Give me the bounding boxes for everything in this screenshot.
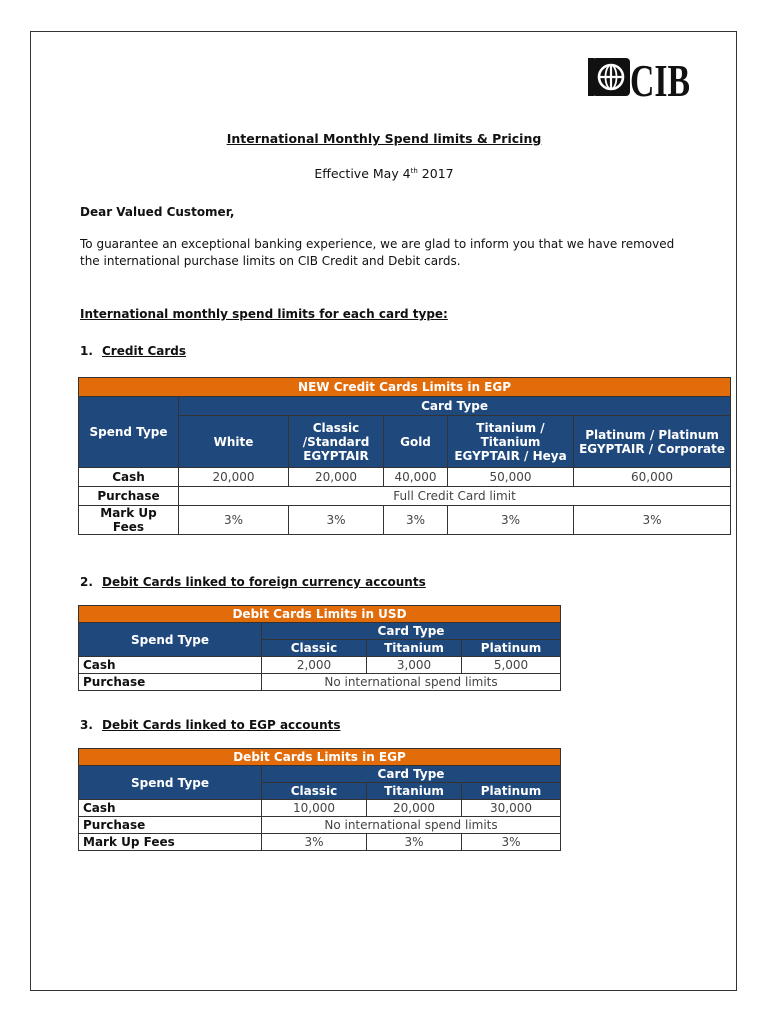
table-row <box>79 468 731 487</box>
col-header: Classic <box>262 783 367 800</box>
table-cell: Mark Up Fees <box>79 506 179 535</box>
table-cell: 3,000 <box>367 657 462 674</box>
table-cell: 10,000 <box>262 800 367 817</box>
page-title: International Monthly Spend limits & Pricing <box>226 131 542 146</box>
table-cell: No international spend limits <box>262 817 561 834</box>
cib-logo <box>587 52 691 106</box>
table-cell: Purchase <box>79 674 262 691</box>
table-cell: 3% <box>384 506 448 535</box>
table-row <box>79 506 731 535</box>
col-header: Classic /Standard EGYPTAIR <box>289 416 384 468</box>
effective-date: Effective May 4th 2017 <box>314 166 454 181</box>
table-cell: 20,000 <box>367 800 462 817</box>
table-cell: Cash <box>79 800 262 817</box>
card-type-header: Card Type <box>179 397 731 416</box>
table-cell: Cash <box>79 657 262 674</box>
table-cell: 3% <box>262 834 367 851</box>
debit-usd-table <box>78 605 561 691</box>
table-cell: 30,000 <box>462 800 561 817</box>
table-cell: 3% <box>289 506 384 535</box>
table-cell: 60,000 <box>574 468 731 487</box>
table-cell: Purchase <box>79 817 262 834</box>
table-row <box>79 800 561 817</box>
table-cell: 5,000 <box>462 657 561 674</box>
table-cell: 3% <box>367 834 462 851</box>
table-cell: Full Credit Card limit <box>179 487 731 506</box>
col-header: Titanium / Titanium EGYPTAIR / Heya <box>448 416 574 468</box>
table-cell: 2,000 <box>262 657 367 674</box>
logo-text: CIB <box>630 55 690 106</box>
table-title: Debit Cards Limits in EGP <box>79 749 561 766</box>
table-row <box>79 487 731 506</box>
card-type-header: Card Type <box>262 766 561 783</box>
table-cell: 20,000 <box>289 468 384 487</box>
table-row <box>79 834 561 851</box>
table-cell: 40,000 <box>384 468 448 487</box>
section-debit-foreign: 2. Debit Cards linked to foreign currency accounts <box>80 575 426 589</box>
spend-type-header: Spend Type <box>79 623 262 657</box>
table-cell: Mark Up Fees <box>79 834 262 851</box>
section-credit-cards: 1. Credit Cards <box>80 344 187 358</box>
table-title: Debit Cards Limits in USD <box>79 606 561 623</box>
table-cell: 3% <box>448 506 574 535</box>
table-cell: 3% <box>574 506 731 535</box>
col-header: Platinum <box>462 640 561 657</box>
table-cell: 3% <box>179 506 289 535</box>
debit-egp-table <box>78 748 561 851</box>
globe-icon <box>599 65 623 89</box>
spend-type-header: Spend Type <box>79 397 179 468</box>
table-cell: 50,000 <box>448 468 574 487</box>
section-debit-egp: 3. Debit Cards linked to EGP accounts <box>80 718 341 732</box>
col-header: Platinum <box>462 783 561 800</box>
col-header: White <box>179 416 289 468</box>
table-cell: 3% <box>462 834 561 851</box>
subheading: International monthly spend limits for each card type: <box>80 307 448 321</box>
col-header: Titanium <box>367 783 462 800</box>
credit-cards-table <box>78 377 731 535</box>
col-header: Platinum / Platinum EGYPTAIR / Corporate <box>574 416 731 468</box>
table-row <box>79 674 561 691</box>
spend-type-header: Spend Type <box>79 766 262 800</box>
table-title: NEW Credit Cards Limits in EGP <box>79 378 731 397</box>
table-row <box>79 817 561 834</box>
col-header: Gold <box>384 416 448 468</box>
table-cell: 20,000 <box>179 468 289 487</box>
table-cell: Cash <box>79 468 179 487</box>
table-cell: Purchase <box>79 487 179 506</box>
table-cell: No international spend limits <box>262 674 561 691</box>
greeting: Dear Valued Customer, <box>80 205 235 219</box>
table-row <box>79 657 561 674</box>
col-header: Titanium <box>367 640 462 657</box>
col-header: Classic <box>262 640 367 657</box>
intro-paragraph: To guarantee an exceptional banking experience, we are glad to inform you that we have removed the international purchase limits on CIB Credit and Debit cards. <box>80 237 675 268</box>
card-type-header: Card Type <box>262 623 561 640</box>
